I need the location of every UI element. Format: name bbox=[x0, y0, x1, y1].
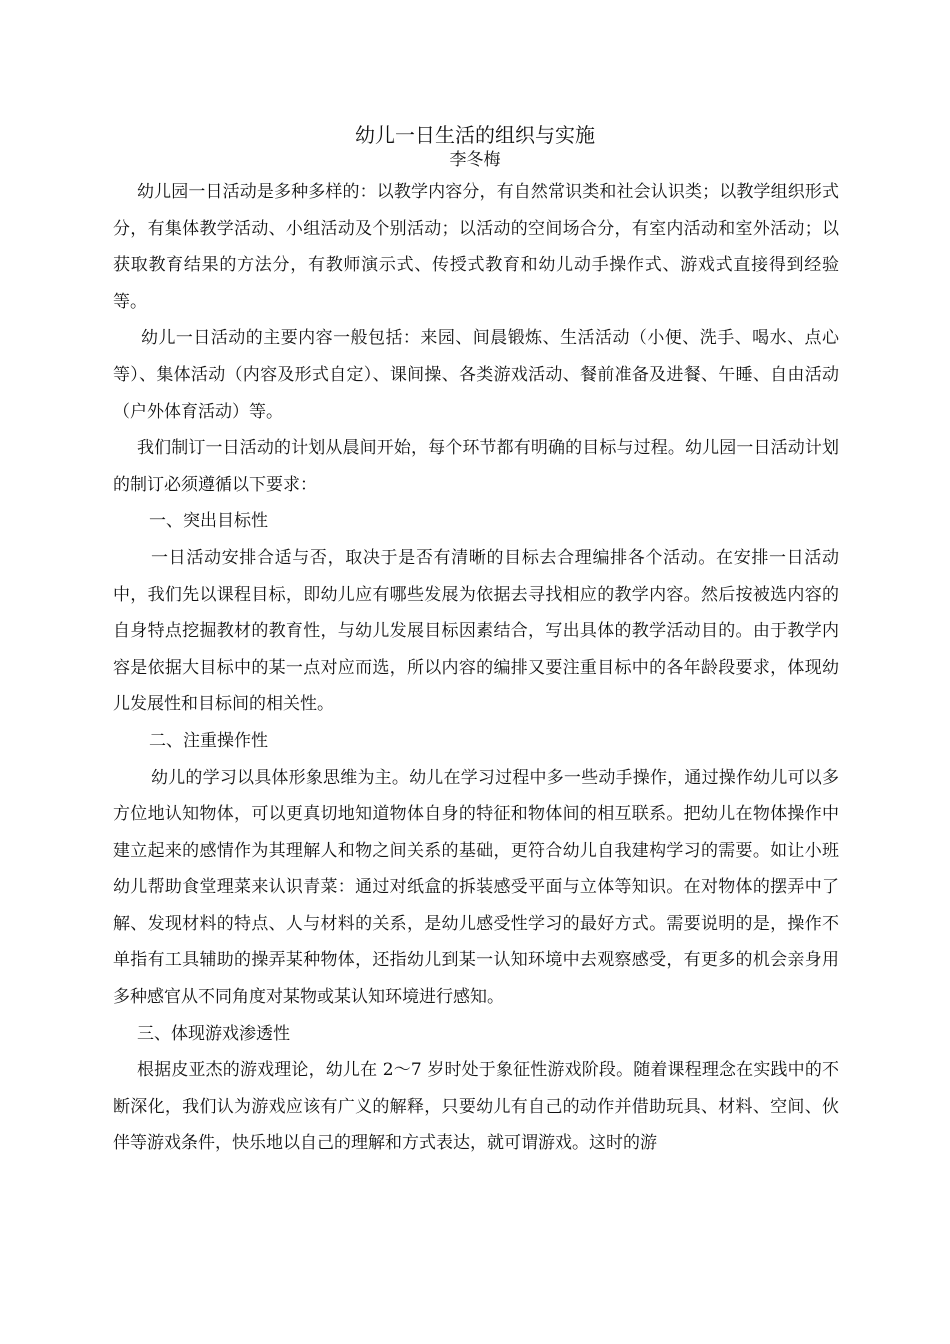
paragraph-plan: 我们制订一日活动的计划从晨间开始，每个环节都有明确的目标与过程。幼儿园一日活动计划的制订必须遵循以下要求： bbox=[113, 438, 839, 495]
section-heading-3: 三、体现游戏渗透性 bbox=[137, 1023, 290, 1044]
paragraph-section-2: 幼儿的学习以具体形象思维为主。幼儿在学习过程中多一些动手操作，通过操作幼儿可以多方位地认知物体，可以更真切地知道物体自身的特征和物体间的相互联系。把幼儿在物体操作中建立起来的感情作为其理解人和物之间关系的基础，更符合幼儿自我建构学习的需要。如让小班幼儿帮助食堂理菜来认识青菜：通过对纸盒的拆装感受平面与立体等知识。在对物体的摆弄中了解、发现材料的特点、人与材料的关系，是幼儿感受性学习的最好方式。需要说明的是，操作不单指有工具辅助的操弄某种物体，还指幼儿到某一认知环境中去观察感受，有更多的机会亲身用多种感官从不同角度对某物或某认知环境进行感知。 bbox=[113, 767, 839, 1008]
document-body bbox=[113, 174, 839, 1162]
paragraph-intro: 幼儿园一日活动是多种多样的：以教学内容分，有自然常识类和社会认识类；以教学组织形式分，有集体教学活动、小组活动及个别活动；以活动的空间场合分，有室内活动和室外活动；以获取教育结果的方法分，有教师演示式、传授式教育和幼儿动手操作式、游戏式直接得到经验等。 bbox=[113, 182, 839, 312]
document-author: 李冬梅 bbox=[449, 150, 501, 170]
paragraph-content: 幼儿一日活动的主要内容一般包括：来园、间晨锻炼、生活活动（小便、洗手、喝水、点心等）、集体活动（内容及形式自定）、课间操、各类游戏活动、餐前准备及进餐、午睡、自由活动（户外体育活动）等。 bbox=[113, 328, 839, 422]
section-heading-1: 一、突出目标性 bbox=[149, 511, 268, 532]
paragraph-section-1: 一日活动安排合适与否，取决于是否有清晰的目标去合理编排各个活动。在安排一日活动中，我们先以课程目标，即幼儿应有哪些发展为依据去寻找相应的教学内容。然后按被选内容的自身特点挖掘教材的教育性，与幼儿发展目标因素结合，写出具体的教学活动目的。由于教学内容是依据大目标中的某一点对应而选，所以内容的编排又要注重目标中的各年龄段要求，体现幼儿发展性和目标间的相关性。 bbox=[113, 547, 839, 715]
section-heading-2: 二、注重操作性 bbox=[149, 730, 268, 751]
document-title: 幼儿一日生活的组织与实施 bbox=[355, 123, 595, 147]
paragraph-section-3: 根据皮亚杰的游戏理论，幼儿在 2～7 岁时处于象征性游戏阶段。随着课程理念在实践中的不断深化，我们认为游戏应该有广义的解释，只要幼儿有自己的动作并借助玩具、材料、空间、伙伴等游戏条件，快乐地以自己的理解和方式表达，就可谓游戏。这时的游 bbox=[113, 1060, 839, 1154]
